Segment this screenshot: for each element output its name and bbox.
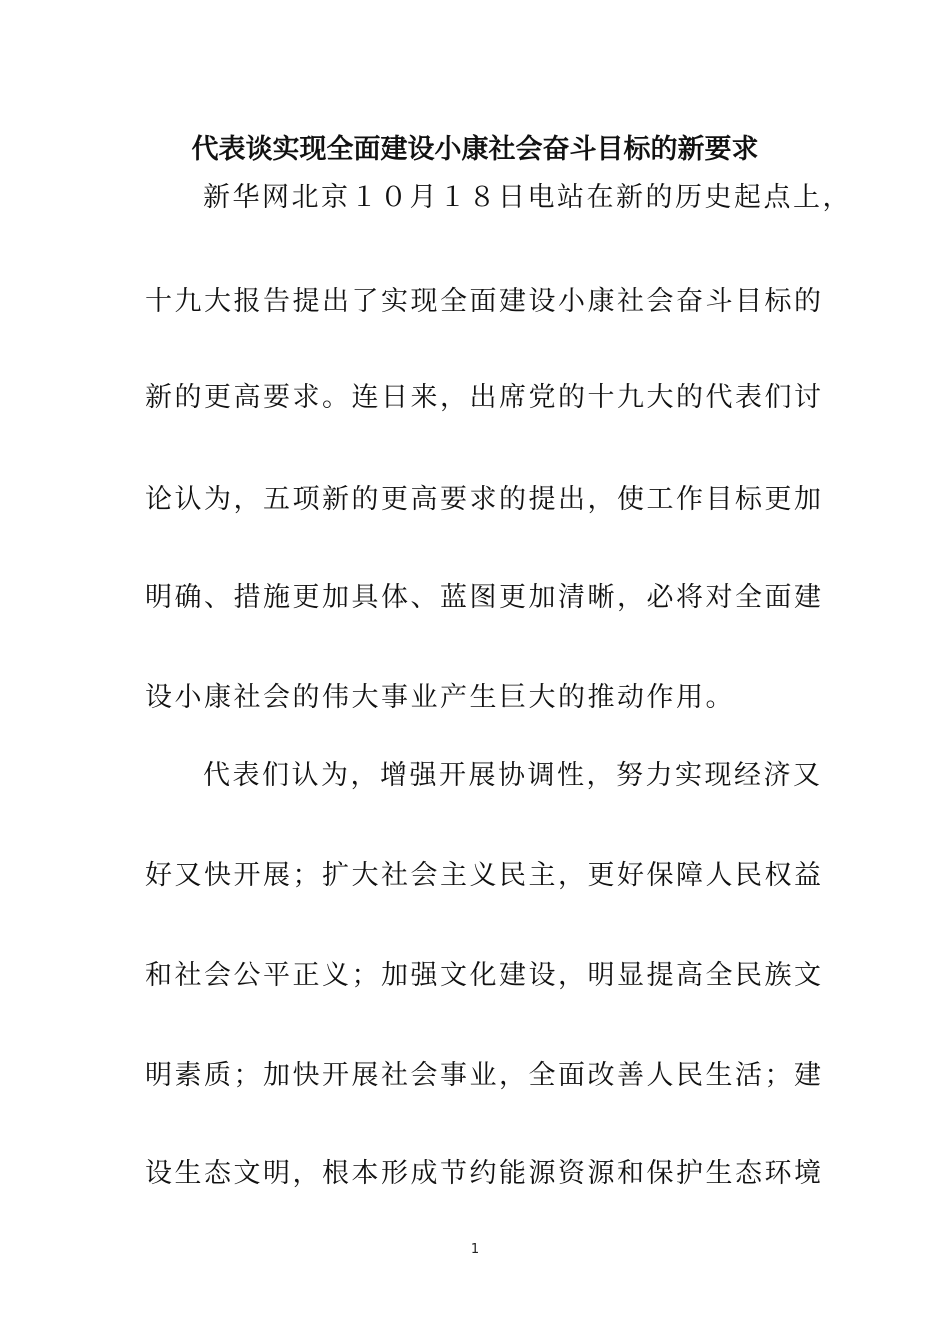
page-number: 1 [470, 1242, 480, 1257]
paragraph-2-line-5: 设生态文明，根本形成节约能源资源和保护生态环境 [145, 1158, 824, 1189]
paragraph-1-line-1: 新华网北京１０月１８日电站在新的历史起点上， [203, 182, 852, 213]
paragraph-1-line-5: 明确、措施更加具体、蓝图更加清晰，必将对全面建 [145, 582, 824, 613]
document-title: 代表谈实现全面建设小康社会奋斗目标的新要求 [191, 134, 759, 165]
paragraph-1-line-2: 十九大报告提出了实现全面建设小康社会奋斗目标的 [145, 286, 824, 317]
paragraph-1-line-3: 新的更高要求。连日来，出席党的十九大的代表们讨 [145, 382, 824, 413]
paragraph-1-line-6: 设小康社会的伟大事业产生巨大的推动作用。 [145, 682, 735, 713]
paragraph-2-line-2: 好又快开展；扩大社会主义民主，更好保障人民权益 [145, 860, 824, 891]
paragraph-2-line-4: 明素质；加快开展社会事业，全面改善人民生活；建 [145, 1060, 824, 1091]
paragraph-2-line-1: 代表们认为，增强开展协调性，努力实现经济又 [203, 760, 823, 791]
paragraph-1-line-4: 论认为，五项新的更高要求的提出，使工作目标更加 [145, 484, 824, 515]
paragraph-2-line-3: 和社会公平正义；加强文化建设，明显提高全民族文 [145, 960, 824, 991]
